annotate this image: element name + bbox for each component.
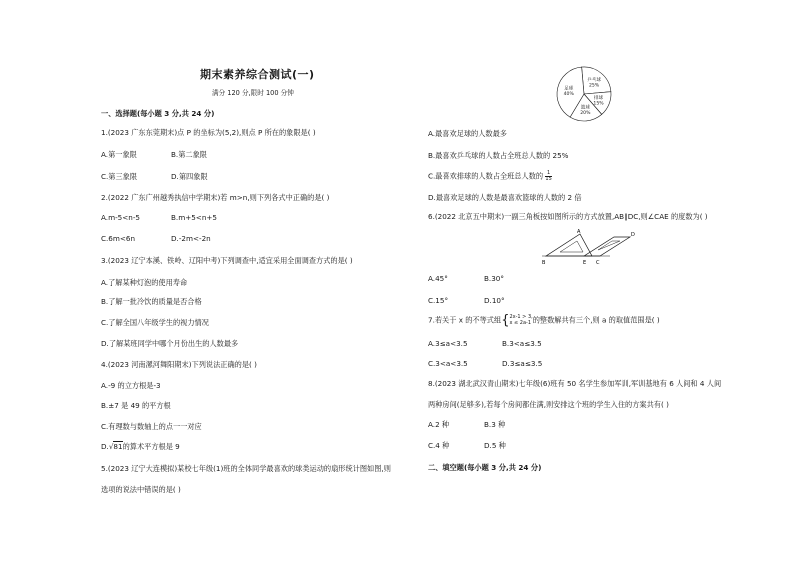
q4-stem: 4.(2023 河南漯河舞阳期末)下列说法正确的是( ) bbox=[101, 360, 257, 369]
pie-slice-percent-label: 25% bbox=[588, 83, 600, 89]
q4-option-a: A.-9 的立方根是-3 bbox=[101, 381, 161, 390]
q4-option-c: C.有理数与数轴上的点一一对应 bbox=[101, 422, 202, 431]
q8-option-c: C.4 种 bbox=[428, 441, 450, 450]
q7-option-c: C.3<a<3.5 bbox=[428, 359, 468, 368]
q5-option-c bbox=[428, 171, 552, 182]
point-label-a: A bbox=[577, 229, 581, 235]
q6-stem: 6.(2022 北京五中期末)一副三角板按如图所示的方式放置,AB∥DC,则∠CAE 的度数为( ) bbox=[428, 212, 708, 221]
fraction-denominator: 15 bbox=[545, 176, 552, 182]
q5-stem-line1: 5.(2023 辽宁大连模拟)某校七年级(1)班的全体同学最喜欢的球类运动的扇形统计图如图,则 bbox=[101, 464, 391, 473]
q5-option-c-fraction bbox=[545, 171, 551, 182]
page-title: 期末素养综合测试(一) bbox=[200, 68, 315, 81]
triangle-rulers-figure bbox=[540, 228, 640, 266]
q7-inequality-2: x ≤ 2a-1 bbox=[509, 319, 532, 326]
q3-stem: 3.(2023 辽宁本溪、铁岭、辽阳中考)下列调查中,适宜采用全面调查方式的是( ) bbox=[101, 256, 353, 265]
q8-option-a: A.2 种 bbox=[428, 420, 450, 429]
q3-option-c: C.了解全国八年级学生的视力情况 bbox=[101, 318, 209, 327]
q5-option-d: D.最喜欢足球的人数是最喜欢篮球的人数的 2 倍 bbox=[428, 193, 582, 202]
triangle-ruler-left bbox=[546, 234, 592, 256]
q2-option-d: D.-2m<-2n bbox=[171, 234, 211, 243]
sqrt-sign-icon: √ bbox=[108, 442, 114, 451]
pie-slice-percent-label: 20% bbox=[580, 111, 591, 117]
q8-stem-line1: 8.(2023 湖北武汉青山期末)七年级(6)班有 50 名学生参加军训,军训基地有 6 人间和 4 人间 bbox=[428, 379, 722, 388]
q4-option-d-prefix: D. bbox=[101, 442, 109, 451]
pie-slice-percent-label: 40% bbox=[563, 91, 574, 97]
q1-stem: 1.(2023 广东东莞期末)点 P 的坐标为(5,2),则点 P 所在的象限是( ) bbox=[101, 128, 316, 137]
pie-slice-percent-label: 15% bbox=[593, 101, 604, 107]
q3-option-b: B.了解一批冷饮的质量是否合格 bbox=[101, 297, 202, 306]
q1-option-d: D.第四象限 bbox=[171, 172, 208, 181]
q5-stem-line2: 选项的说法中错误的是( ) bbox=[101, 485, 181, 494]
q8-stem-line2: 两种房间(足够多),若每个房间都住满,则安排这个班的学生入住的方案共有( ) bbox=[428, 400, 669, 409]
point-label-e: E bbox=[583, 260, 587, 266]
pie-slice-name-label: 足球 bbox=[564, 86, 574, 92]
point-label-c: C bbox=[596, 260, 600, 266]
q2-option-c: C.6m<6n bbox=[101, 234, 136, 243]
q1-option-a: A.第一象限 bbox=[101, 150, 137, 159]
q5-option-c-text: C.最喜欢排球的人数占全班总人数的 bbox=[428, 171, 544, 181]
pie-slice-name-label: 篮球 bbox=[580, 105, 590, 111]
section-heading-choice: 一、选择题(每小题 3 分,共 24 分) bbox=[101, 109, 215, 118]
q7-option-a: A.3≤a<3.5 bbox=[428, 339, 468, 348]
q4-option-d-radicand: 81 bbox=[113, 442, 123, 451]
point-label-d: D bbox=[631, 232, 635, 238]
q7-inequality-1: 2x-1 > 3, bbox=[509, 314, 533, 320]
q7-option-b: B.3<a≤3.5 bbox=[502, 339, 542, 348]
q3-option-a: A.了解某种灯泡的使用寿命 bbox=[101, 278, 188, 287]
q2-stem: 2.(2022 广东广州越秀执信中学期末)若 m>n,则下列各式中正确的是( ) bbox=[101, 193, 330, 202]
fraction-numerator: 1 bbox=[547, 170, 551, 176]
q1-option-b: B.第二象限 bbox=[171, 150, 207, 159]
triangle-ruler-left-inner bbox=[560, 241, 583, 252]
pie-chart bbox=[554, 64, 614, 124]
q5-option-b: B.最喜欢乒乓球的人数占全班总人数的 25% bbox=[428, 151, 569, 160]
q2-option-b: B.m+5<n+5 bbox=[171, 213, 217, 222]
q7-inequality-system bbox=[509, 315, 532, 326]
section-heading-fill: 二、填空题(每小题 3 分,共 24 分) bbox=[428, 463, 542, 472]
q2-option-a: A.m-5<n-5 bbox=[101, 213, 140, 222]
q5-option-a: A.最喜欢足球的人数最多 bbox=[428, 129, 507, 138]
brace-icon: { bbox=[501, 313, 510, 328]
page-subtitle: 满分 120 分,限时 100 分钟 bbox=[212, 89, 294, 97]
q6-option-a: A.45° bbox=[428, 274, 448, 283]
q3-option-d: D.了解某班同学中哪个月份出生的人数最多 bbox=[101, 339, 239, 348]
q4-option-d bbox=[101, 442, 180, 451]
q6-option-d: D.10° bbox=[484, 296, 505, 305]
q7-stem bbox=[428, 315, 660, 326]
pie-slice-name-label: 排球 bbox=[593, 95, 604, 101]
q6-option-c: C.15° bbox=[428, 296, 449, 305]
q7-stem-suffix: 的整数解共有三个,则 a 的取值范围是( ) bbox=[532, 315, 660, 325]
q7-option-d: D.3≤a≤3.5 bbox=[502, 359, 543, 368]
q8-option-b: B.3 种 bbox=[484, 420, 506, 429]
q6-option-b: B.30° bbox=[484, 274, 504, 283]
point-label-b: B bbox=[542, 260, 546, 266]
pie-slice-name-label: 乒乓球 bbox=[587, 78, 601, 84]
q8-option-d: D.5 种 bbox=[484, 441, 506, 450]
q1-option-c: C.第三象限 bbox=[101, 172, 138, 181]
q7-stem-prefix: 7.若关于 x 的不等式组 bbox=[428, 315, 502, 325]
q4-option-d-suffix: 的算术平方根是 9 bbox=[122, 442, 180, 451]
q4-option-b: B.±7 是 49 的平方根 bbox=[101, 401, 171, 410]
